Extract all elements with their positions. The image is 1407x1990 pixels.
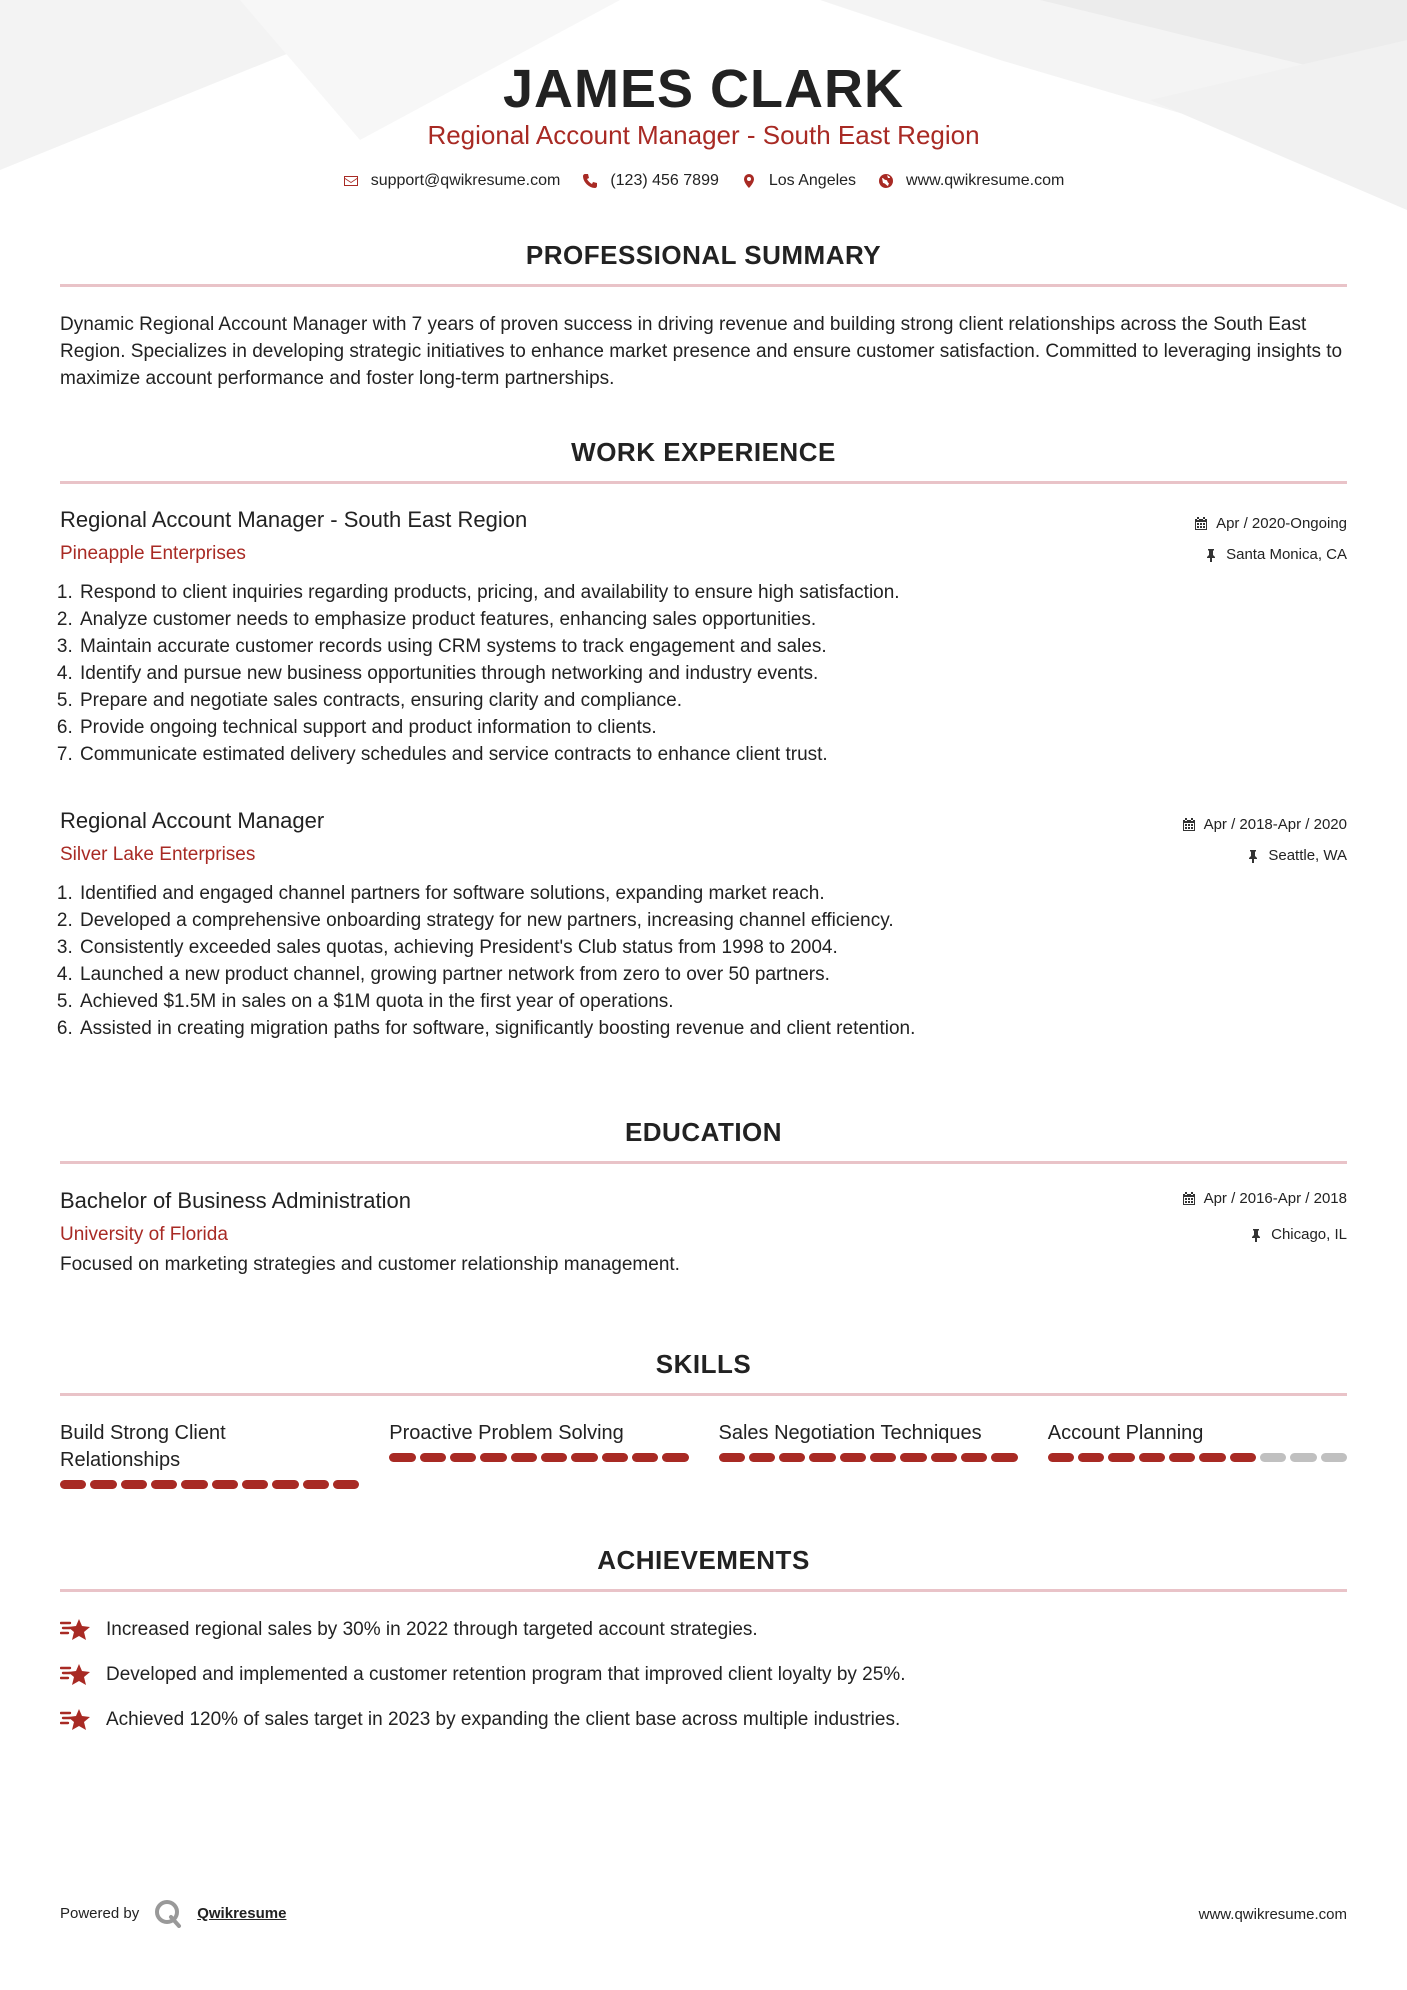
skill-dot-filled [991, 1453, 1017, 1462]
summary-divider [60, 284, 1347, 287]
degree-name: Bachelor of Business Administration [60, 1188, 411, 1213]
skill-dot-filled [480, 1453, 506, 1462]
skill-dot-filled [450, 1453, 476, 1462]
contact-website-text: www.qwikresume.com [906, 172, 1065, 189]
skill-dot-empty [1321, 1453, 1347, 1462]
skill-dot-filled [389, 1453, 415, 1462]
skill-dot-filled [571, 1453, 597, 1462]
job-bullets [60, 579, 1347, 768]
skill-rating [719, 1453, 1018, 1462]
skill-dot-filled [303, 1480, 329, 1489]
summary-heading: PROFESSIONAL SUMMARY [525, 240, 882, 270]
skill-dot-filled [961, 1453, 987, 1462]
skill-dot-filled [181, 1480, 207, 1489]
job-role: Regional Account Manager [60, 808, 325, 833]
achievements-heading: ACHIEVEMENTS [597, 1545, 810, 1575]
calendar-icon [1182, 1192, 1196, 1206]
job-bullet: 1. Identified and engaged channel partners for software solutions, expanding market reach. [78, 880, 1347, 907]
summary-text: Dynamic Regional Account Manager with 7 years of proven success in driving revenue and building strong client relationships across the South East Region. Specializes in developing strategic initiatives to enhance market presence and ensure customer satisfaction. Committed to leveraging insights to maximize account performance and foster long-term partnerships. [60, 314, 1343, 389]
skills-divider [60, 1393, 1347, 1396]
job-bullet: 4. Launched a new product channel, growing partner network from zero to over 50 partners. [78, 961, 1347, 988]
contact-email[interactable] [343, 172, 561, 190]
footer-url[interactable]: www.qwikresume.com [1198, 1906, 1347, 1923]
skills-list [60, 1420, 1347, 1489]
envelope-icon [343, 173, 359, 189]
job-entry [60, 808, 1347, 1042]
skill-dot-filled [272, 1480, 298, 1489]
job-bullet: 5. Achieved $1.5M in sales on a $1M quota in the first year of operations. [78, 988, 1347, 1015]
skill-dot-empty [1290, 1453, 1316, 1462]
achievement-text: Developed and implemented a customer retention program that improved client loyalty by 25%. [106, 1663, 906, 1685]
skill-item [60, 1420, 359, 1489]
job-role: Regional Account Manager - South East Region [60, 507, 528, 532]
contact-location-text: Los Angeles [768, 172, 857, 189]
pushpin-icon [1249, 1228, 1263, 1242]
qwikresume-logo-icon [153, 1898, 183, 1928]
job-bullet: 6. Assisted in creating migration paths for software, significantly boosting revenue and client retention. [78, 1015, 1347, 1042]
skill-dot-filled [1108, 1453, 1134, 1462]
job-bullets [60, 880, 1347, 1042]
skill-rating [1048, 1453, 1347, 1462]
education-divider [60, 1161, 1347, 1164]
skill-dot-filled [1230, 1453, 1256, 1462]
contact-website[interactable] [878, 172, 1064, 190]
job-bullet: 5. Prepare and negotiate sales contracts, ensuring clarity and compliance. [78, 687, 1347, 714]
experience-divider [60, 481, 1347, 484]
star-icon [60, 1617, 92, 1643]
skill-dot-filled [1139, 1453, 1165, 1462]
job-location: Seattle, WA [1268, 847, 1347, 864]
skill-rating [389, 1453, 688, 1462]
school-name: University of Florida [60, 1224, 228, 1245]
skill-dot-filled [212, 1480, 238, 1489]
job-bullet: 2. Developed a comprehensive onboarding strategy for new partners, increasing channel efficiency. [78, 907, 1347, 934]
footer-powered-by [60, 1898, 286, 1928]
skill-dot-empty [1260, 1453, 1286, 1462]
achievement-text: Increased regional sales by 30% in 2022 through targeted account strategies. [106, 1618, 758, 1640]
job-company: Pineapple Enterprises [60, 543, 246, 564]
education-dates: Apr / 2016-Apr / 2018 [1203, 1190, 1347, 1207]
achievements-list [60, 1616, 1347, 1733]
skill-dot-filled [1078, 1453, 1104, 1462]
pushpin-icon [1246, 849, 1260, 863]
contact-email-text: support@qwikresume.com [370, 172, 561, 189]
skill-dot-filled [60, 1480, 86, 1489]
skill-dot-filled [840, 1453, 866, 1462]
education-description: Focused on marketing strategies and customer relationship management. [60, 1254, 680, 1275]
candidate-title: Regional Account Manager - South East Region [427, 120, 980, 150]
skills-heading: SKILLS [655, 1349, 752, 1379]
job-bullet: 7. Communicate estimated delivery schedules and service contracts to enhance client trust. [78, 741, 1347, 768]
skill-dot-filled [719, 1453, 745, 1462]
skill-dot-filled [90, 1480, 116, 1489]
contact-bar [0, 172, 1407, 190]
skill-dot-filled [151, 1480, 177, 1489]
skill-item [389, 1420, 688, 1489]
globe-icon [878, 173, 894, 189]
skill-dot-filled [333, 1480, 359, 1489]
map-pin-icon [741, 173, 757, 189]
star-icon [60, 1662, 92, 1688]
skill-dot-filled [1169, 1453, 1195, 1462]
pushpin-icon [1204, 548, 1218, 562]
skill-dot-filled [809, 1453, 835, 1462]
skill-dot-filled [1199, 1453, 1225, 1462]
skill-dot-filled [749, 1453, 775, 1462]
job-company: Silver Lake Enterprises [60, 844, 256, 865]
achievement-item [60, 1616, 1347, 1643]
education-heading: EDUCATION [624, 1117, 783, 1147]
job-location: Santa Monica, CA [1226, 546, 1347, 563]
skill-dot-filled [870, 1453, 896, 1462]
skill-name: Build Strong Client Relationships [60, 1422, 226, 1471]
skill-dot-filled [662, 1453, 688, 1462]
achievement-item [60, 1706, 1347, 1733]
candidate-name: JAMES CLARK [502, 59, 905, 119]
education-entry [60, 1188, 1347, 1276]
job-entry [60, 507, 1347, 768]
qwikresume-link[interactable]: Qwikresume [197, 1904, 287, 1922]
skill-rating [60, 1480, 359, 1489]
skill-dot-filled [541, 1453, 567, 1462]
powered-by-label: Powered by [60, 1904, 140, 1922]
education-location: Chicago, IL [1271, 1226, 1347, 1243]
achievement-text: Achieved 120% of sales target in 2023 by expanding the client base across multiple industries. [106, 1708, 901, 1730]
calendar-icon [1194, 517, 1208, 531]
skill-dot-filled [632, 1453, 658, 1462]
job-bullet: 3. Consistently exceeded sales quotas, achieving President's Club status from 1998 to 2004. [78, 934, 1347, 961]
skill-item [719, 1420, 1018, 1489]
achievement-item [60, 1661, 1347, 1688]
job-dates: Apr / 2020-Ongoing [1216, 515, 1347, 532]
skill-dot-filled [121, 1480, 147, 1489]
experience-heading: WORK EXPERIENCE [571, 437, 836, 467]
skill-dot-filled [420, 1453, 446, 1462]
job-bullet: 6. Provide ongoing technical support and product information to clients. [78, 714, 1347, 741]
skill-dot-filled [900, 1453, 926, 1462]
achievements-divider [60, 1589, 1347, 1592]
skill-name: Sales Negotiation Techniques [718, 1422, 982, 1444]
skill-dot-filled [511, 1453, 537, 1462]
job-dates: Apr / 2018-Apr / 2020 [1203, 816, 1347, 833]
job-bullet: 3. Maintain accurate customer records using CRM systems to track engagement and sales. [78, 633, 1347, 660]
contact-phone[interactable] [582, 172, 719, 190]
skill-name: Account Planning [1047, 1422, 1204, 1444]
skill-dot-filled [242, 1480, 268, 1489]
job-bullet: 2. Analyze customer needs to emphasize product features, enhancing sales opportunities. [78, 606, 1347, 633]
skill-dot-filled [602, 1453, 628, 1462]
skill-dot-filled [779, 1453, 805, 1462]
skill-item [1048, 1420, 1347, 1489]
skill-dot-filled [1048, 1453, 1074, 1462]
contact-location [741, 172, 856, 190]
contact-phone-text: (123) 456 7899 [610, 172, 719, 189]
skill-name: Proactive Problem Solving [389, 1422, 624, 1444]
job-bullet: 1. Respond to client inquiries regarding products, pricing, and availability to ensure high satisfaction. [78, 579, 1347, 606]
job-bullet: 4. Identify and pursue new business opportunities through networking and industry events. [78, 660, 1347, 687]
star-icon [60, 1707, 92, 1733]
calendar-icon [1182, 818, 1196, 832]
skill-dot-filled [931, 1453, 957, 1462]
phone-icon [582, 173, 598, 189]
